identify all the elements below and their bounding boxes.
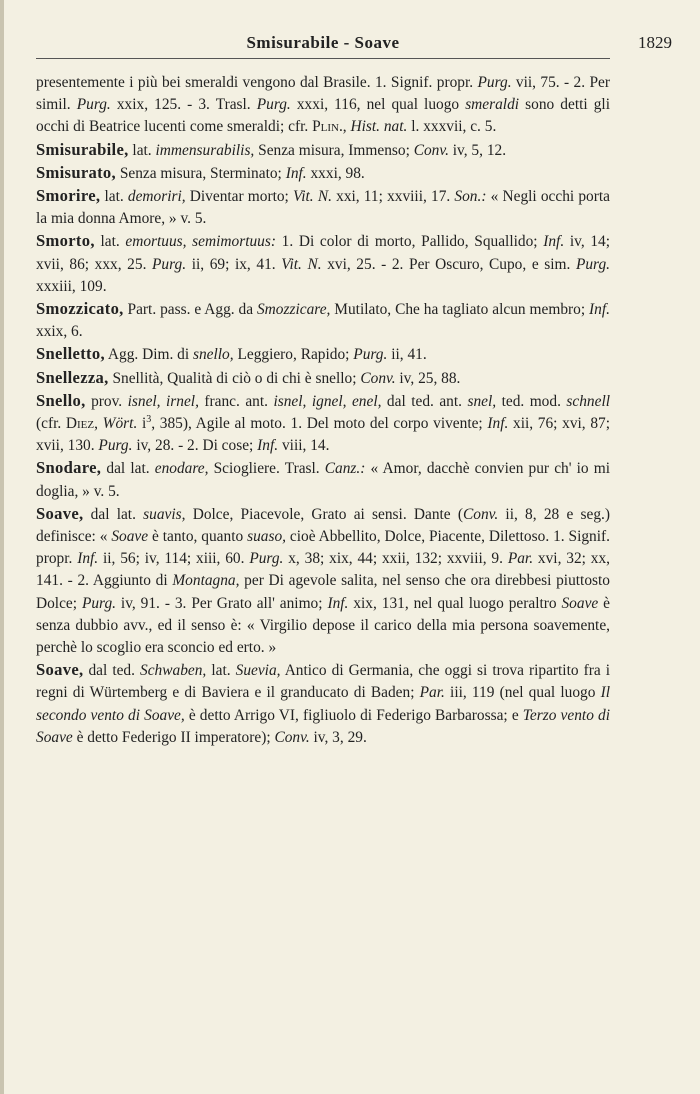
headword: Soave, <box>36 503 84 523</box>
headword: Smozzicato, <box>36 299 124 319</box>
page-number: 1829 <box>638 33 672 52</box>
entry-smorto: Smorto, lat. emortuus, semimortuus: 1. Di color di morto, Pallido, Squallido; Inf. iv, 14; xvii, 86; xxx, 25. Purg. ii, 69; ix, 41. Vit. N. xvi, 25. - 2. Per Oscuro, Cupo, e sim. Purg. xxxiii, 109. <box>36 231 610 295</box>
page-edge <box>0 0 4 1094</box>
headword: Soave, <box>36 660 84 680</box>
headword: Snelletto, <box>36 344 105 364</box>
headword: Smorto, <box>36 231 95 251</box>
entry-soave-svevia: Soave, dal ted. Schwaben, lat. Suevia, Antico di Germania, che oggi si trova ripartito fra i regni di Würtemberg e di Baviera e il granducato di Baden; Par. iii, 119 (nel qual luogo Il secondo vento di Soave, è detto Arrigo VI, figliuolo di Federigo Barbarossa; e Terzo vento di Soave è detto Federigo II imperatore); Conv. iv, 3, 29. <box>36 660 610 746</box>
entry-snelletto: Snelletto, Agg. Dim. di snello, Leggiero, Rapido; Purg. ii, 41. <box>36 344 427 364</box>
continued-entry-text: presentemente i più bei smeraldi vengono dal Brasile. 1. Signif. propr. Purg. vii, 75. - 2. Per simil. Purg. xxix, 125. - 3. Trasl. Purg. xxxi, 116, nel qual luogo smeraldi sono detti gli occhi di Beatrice lucenti come smeraldi; cfr. Plin., Hist. nat. l. xxxvii, c. 5. <box>36 74 610 136</box>
running-header <box>36 30 672 59</box>
headword: Smisurato, <box>36 162 116 182</box>
dictionary-text <box>36 72 610 749</box>
running-title: Smisurabile - Soave <box>246 33 400 52</box>
headword: Smisurabile, <box>36 139 129 159</box>
headword: Smorire, <box>36 186 101 206</box>
headword: Snodare, <box>36 458 102 478</box>
entry-smorire: Smorire, lat. demoriri, Diventar morto; Vit. N. xxi, 11; xxviii, 17. Son.: « Negli occhi porta la mia donna Amore, » v. 5. <box>36 186 610 228</box>
entry-snello: Snello, prov. isnel, irnel, franc. ant. isnel, ignel, enel, dal ted. ant. snel, ted. mod. schnell (cfr. Diez, Wört. $i^3$, 385), Agile al moto. 1. Del moto del corpo vivente; Inf. xii, 76; xvi, 87; xvii, 130. Purg. iv, 28. - 2. Di cose; Inf. viii, 14. <box>36 390 611 455</box>
entry-smozzicato: Smozzicato, Part. pass. e Agg. da Smozzicare, Mutilato, Che ha tagliato alcun membro; Inf. xxix, 6. <box>36 299 610 341</box>
entry-snodare: Snodare, dal lat. enodare, Sciogliere. Trasl. Canz.: « Amor, dacchè convien pur ch' io mi doglia, » v. 5. <box>36 458 610 500</box>
headword: Snellezza, <box>36 367 109 387</box>
entry-smisurato: Smisurato, Senza misura, Sterminato; Inf. xxxi, 98. <box>36 162 365 182</box>
entry-snellezza: Snellezza, Snellità, Qualità di ciò o di chi è snello; Conv. iv, 25, 88. <box>36 367 461 387</box>
headword: Snello, <box>36 390 86 410</box>
entry-soave-dolce: Soave, dal lat. suavis, Dolce, Piacevole, Grato ai sensi. Dante (Conv. ii, 8, 28 e seg.) definisce: « Soave è tanto, quanto suaso, cioè Abbellito, Dolce, Piacente, Dilettoso. 1. Signif. propr. Inf. ii, 56; iv, 114; xiii, 60. Purg. x, 38; xix, 44; xxii, 132; xxviii, 9. Par. xvi, 32; xx, 141. - 2. Aggiunto di Montagna, per Di agevole salita, nel senso che ora direbbesi piuttosto Dolce; Purg. iv, 91. - 3. Per Grato all' animo; Inf. xix, 131, nel qual luogo peraltro Soave è senza dubbio avv., ed il senso è: « Virgilio depose il carico della mia persona soavemente, perchè lo scoglio era sconcio ed erto. » <box>36 503 611 657</box>
entry-smisurabile: Smisurabile, lat. immensurabilis, Senza misura, Immenso; Conv. iv, 5, 12. <box>36 139 507 159</box>
